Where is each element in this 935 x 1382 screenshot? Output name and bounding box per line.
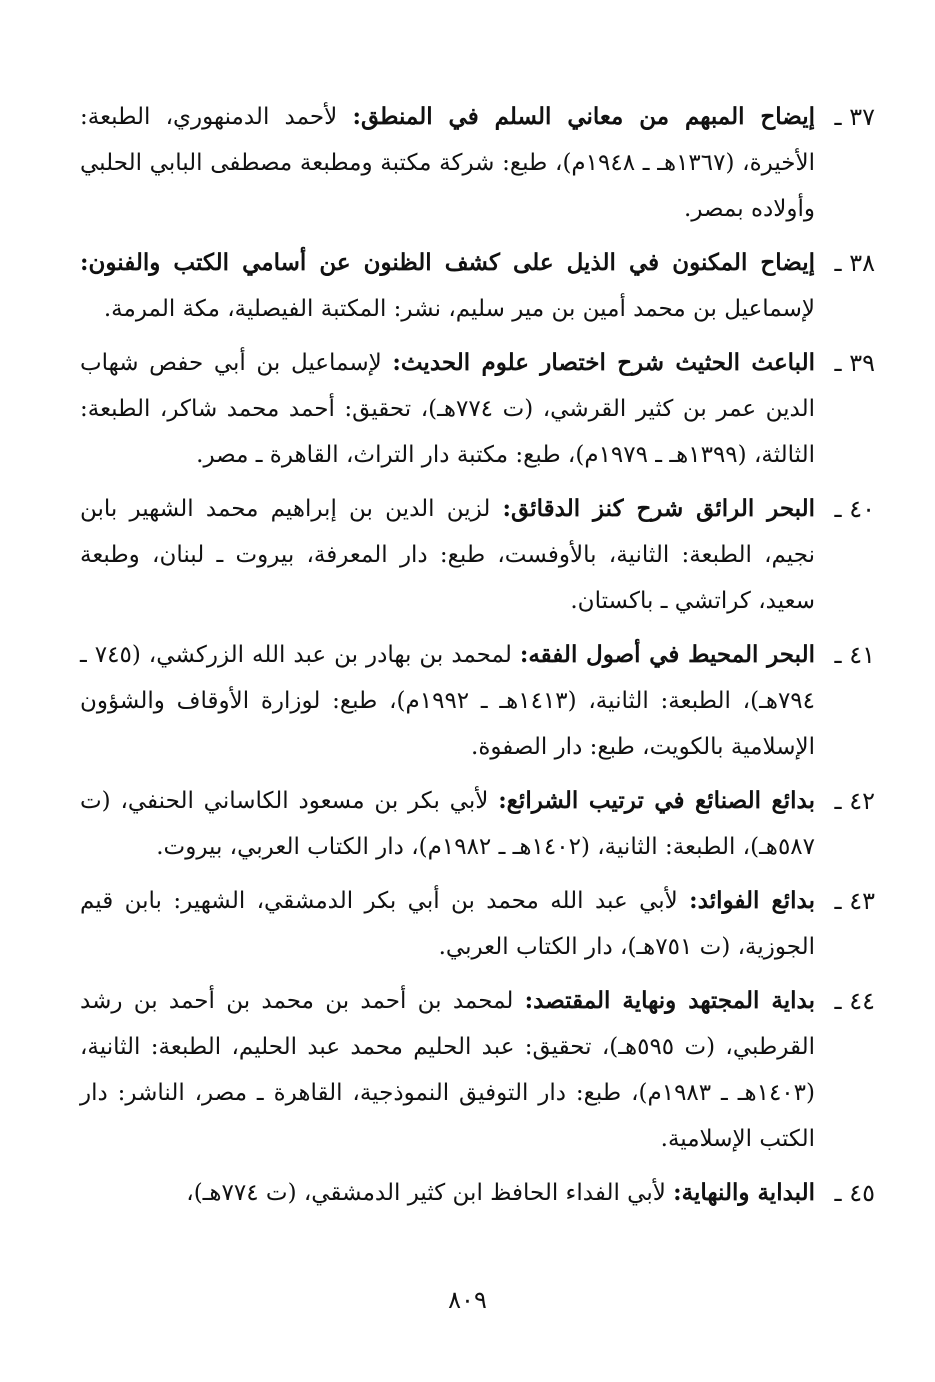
entry-title: إيضاح المبهم من معاني السلم في المنطق: <box>352 103 815 130</box>
page-number: ٨٠٩ <box>448 1286 487 1314</box>
entry-body <box>80 240 815 332</box>
entry-details: لأحمد الدمنهوري، الطبعة: الأخيرة، (١٣٦٧هـ ـ ١٩٤٨م)، طبع: شركة مكتبة ومطبعة مصطفى البابي الحلبي وأولاده بمصر. <box>80 104 815 222</box>
entry-details: لأبي عبد الله محمد بن أبي بكر الدمشقي، الشهير: بابن قيم الجوزية، (ت ٧٥١هـ)، دار الكتاب العربي. <box>80 888 815 960</box>
entry-number: ٣٨ ـ <box>834 249 875 277</box>
entry-number: ٣٧ ـ <box>834 103 875 131</box>
entry-title: بداية المجتهد ونهاية المقتصد: <box>524 987 815 1014</box>
entry-body <box>80 878 815 970</box>
bibliography-entry <box>80 778 875 870</box>
entry-title: إيضاح المكنون في الذيل على كشف الظنون عن أسامي الكتب والفنون: <box>80 249 815 276</box>
entry-body <box>80 94 815 232</box>
entry-details: لأبي بكر بن مسعود الكاساني الحنفي، (ت ٥٨٧هـ)، الطبعة: الثانية، (١٤٠٢هـ ـ ١٩٨٢م)، دار الكتاب العربي، بيروت. <box>80 788 815 860</box>
entry-details: لأبي الفداء الحافظ ابن كثير الدمشقي، (ت ٧٧٤هـ)، <box>186 1180 674 1206</box>
entry-number: ٤٣ ـ <box>834 887 875 915</box>
entry-body <box>80 978 815 1162</box>
entry-details: لزين الدين بن إبراهيم محمد الشهير بابن نجيم، الطبعة: الثانية، بالأوفست، طبع: دار المعرفة، بيروت ـ لبنان، وطبعة سعيد، كراتشي ـ باكستان. <box>80 496 815 614</box>
bibliography-entry <box>80 94 875 232</box>
bibliography-entry <box>80 486 875 624</box>
bibliography-entry <box>80 632 875 770</box>
entry-body <box>80 1170 815 1216</box>
entry-title: الباعث الحثيث شرح اختصار علوم الحديث: <box>392 349 816 376</box>
entry-title: البحر المحيط في أصول الفقه: <box>519 641 815 668</box>
bibliography-list <box>80 94 875 1224</box>
bibliography-entry <box>80 240 875 332</box>
entry-number: ٤٠ ـ <box>834 495 875 523</box>
entry-number: ٤٥ ـ <box>834 1179 875 1207</box>
entry-details: لمحمد بن أحمد بن محمد بن أحمد بن رشد القرطبي، (ت ٥٩٥هـ)، تحقيق: عبد الحليم محمد عبد الحليم، الطبعة: الثانية، (١٤٠٣هـ ـ ١٩٨٣م)، طبع: دار التوفيق النموذجية، القاهرة ـ مصر، الناشر: دار الكتب الإسلامية. <box>80 988 815 1152</box>
entry-title: بدائع الفوائد: <box>689 887 815 914</box>
entry-body <box>80 778 815 870</box>
entry-number: ٤٤ ـ <box>834 987 875 1015</box>
entry-title: البداية والنهاية: <box>673 1179 815 1206</box>
entry-details: لمحمد بن بهادر بن عبد الله الزركشي، (٧٤٥ ـ ٧٩٤هـ)، الطبعة: الثانية، (١٤١٣هـ ـ ١٩٩٢م)، طبع: لوزارة الأوقاف والشؤون الإسلامية بالكويت، طبع: دار الصفوة. <box>80 642 816 760</box>
entry-title: البحر الرائق شرح كنز الدقائق: <box>502 495 815 522</box>
entry-title: بدائع الصنائع في ترتيب الشرائع: <box>498 787 815 814</box>
entry-body <box>80 632 815 770</box>
entry-number: ٣٩ ـ <box>834 349 875 377</box>
bibliography-entry <box>80 1170 875 1216</box>
entry-details: لإسماعيل بن محمد أمين بن مير سليم، نشر: المكتبة الفيصلية، مكة المرمة. <box>103 296 815 322</box>
entry-number: ٤١ ـ <box>834 641 875 669</box>
bibliography-entry <box>80 340 875 478</box>
entry-number: ٤٢ ـ <box>834 787 875 815</box>
bibliography-entry <box>80 878 875 970</box>
entry-body <box>80 486 815 624</box>
entry-body <box>80 340 815 478</box>
bibliography-entry <box>80 978 875 1162</box>
entry-details: لإسماعيل بن أبي حفص شهاب الدين عمر بن كثير القرشي، (ت ٧٧٤هـ)، تحقيق: أحمد محمد شاكر، الطبعة: الثالثة، (١٣٩٩هـ ـ ١٩٧٩م)، طبع: مكتبة دار التراث، القاهرة ـ مصر. <box>80 350 816 468</box>
